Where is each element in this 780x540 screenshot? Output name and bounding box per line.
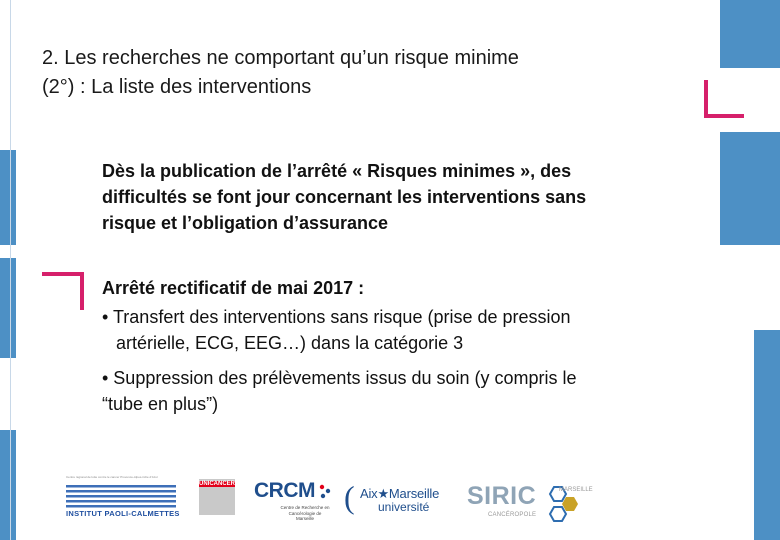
ipc-stripes-icon	[66, 485, 176, 509]
siric-tagline: MARSEILLE	[559, 487, 593, 493]
amu-logo-line-2: université	[378, 500, 430, 514]
ipc-logo-text: INSTITUT PAOLI-CALMETTES	[66, 509, 180, 518]
intro-line-3: risque et l’obligation d’assurance	[102, 213, 389, 233]
crcm-logo-text: CRCM	[254, 479, 315, 502]
bullet-1-line-2: artérielle, ECG, EEG…) dans la catégorie 3	[116, 333, 464, 353]
left-edge-bar-top	[0, 150, 16, 245]
right-edge-bar-bottom	[754, 330, 780, 540]
title-line-1: 2. Les recherches ne comportant qu’un risque minime	[42, 47, 519, 69]
right-edge-bar-middle	[720, 132, 780, 245]
partner-logos	[62, 465, 592, 540]
crcm-subtitle: Centre de Recherche en Cancérologie de Marseille	[280, 505, 330, 521]
left-edge-bar-bottom	[0, 258, 16, 358]
corner-bracket-top-right-v	[80, 272, 84, 310]
slide-title	[42, 44, 682, 102]
rectification-paragraph	[102, 275, 722, 417]
left-edge-line	[10, 0, 11, 540]
corner-bracket-top-right	[42, 272, 84, 276]
right-edge-bar-top	[720, 0, 780, 68]
intro-line-1: Dès la publication de l’arrêté « Risques minimes », des	[102, 161, 572, 181]
bullet-2-line-1: • Suppression des prélèvements issus du soin (y compris le	[102, 368, 577, 388]
bullet-1-line-1: • Transfert des interventions sans risque (prise de pression	[102, 307, 571, 327]
rectification-heading: Arrêté rectificatif de mai 2017 :	[102, 278, 365, 298]
unicancer-label: UNICANCER	[199, 481, 235, 487]
bullet-2-line-2: “tube en plus”)	[102, 394, 219, 414]
crcm-dots-icon	[318, 483, 332, 501]
ipc-tagline: Centre régional de lutte contre le cancer Provence-Alpes-Côte d'Azur	[66, 475, 158, 479]
siric-subtitle: CANCÉROPOLE	[488, 512, 537, 518]
title-line-2: (2°) : La liste des interventions	[42, 76, 312, 98]
intro-paragraph	[102, 158, 712, 236]
siric-logo-text: SIRIC	[467, 482, 537, 510]
left-edge-bar-lower	[0, 430, 16, 540]
intro-line-2: difficultés se font jour concernant les interventions sans	[102, 187, 587, 207]
amu-logo-line-1: Aix★Marseille	[360, 486, 440, 501]
amu-bracket-icon: (	[344, 479, 355, 515]
corner-bracket-bottom-left	[704, 80, 708, 118]
corner-bracket-bottom-left-h	[704, 114, 744, 118]
